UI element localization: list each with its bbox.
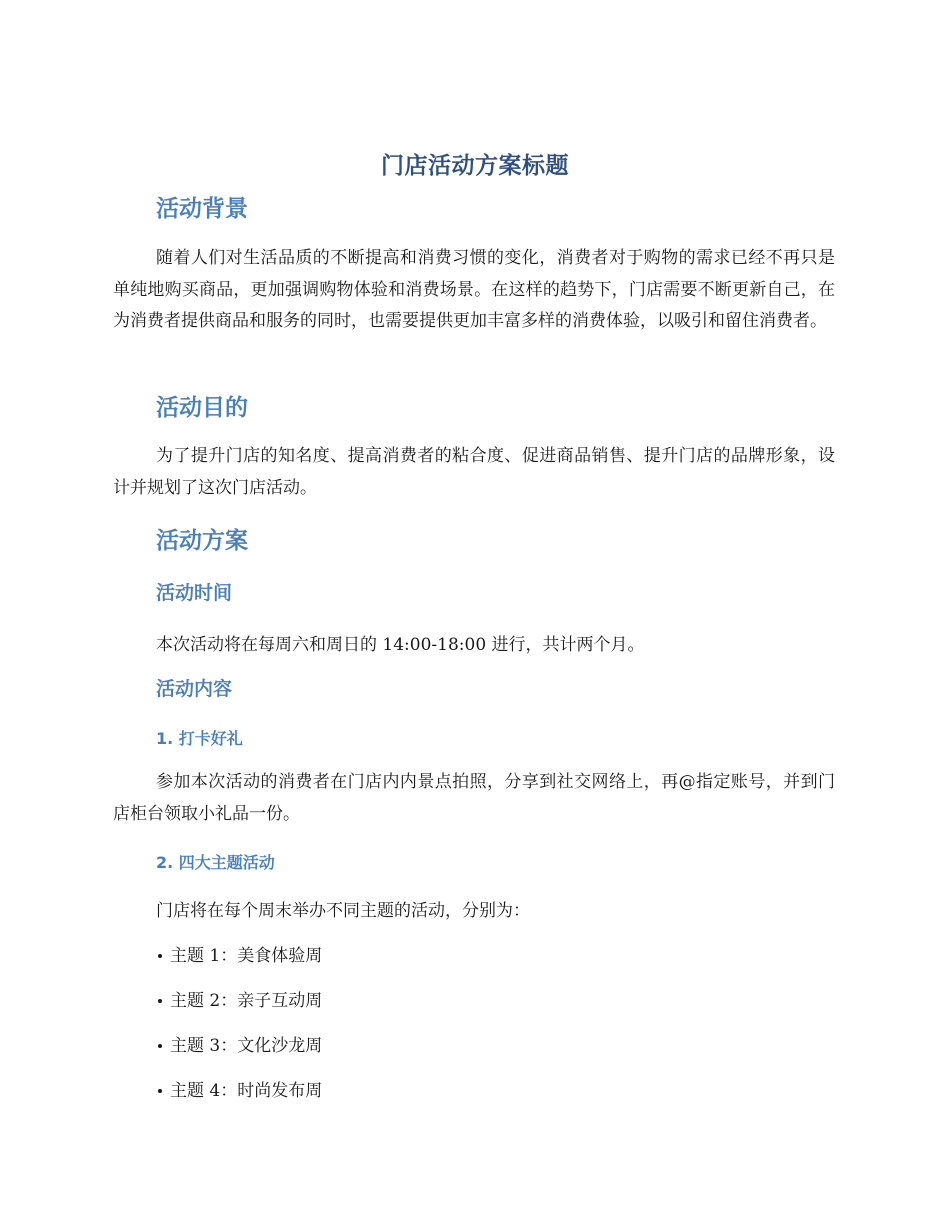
section-heading-background: 活动背景: [156, 196, 248, 222]
bullet-icon: [158, 1089, 162, 1093]
list-item-text: 主题 3：文化沙龙周: [170, 1036, 323, 1056]
section-heading-plan: 活动方案: [156, 528, 248, 554]
list-item-text: 主题 2：亲子互动周: [170, 991, 323, 1011]
paragraph-background: 随着人们对生活品质的不断提高和消费习惯的变化，消费者对于购物的需求已经不再只是单纯地购买商品，更加强调购物体验和消费场景。在这样的趋势下，门店需要不断更新自己，在为消费者提供商品和服务的同时，也需要提供更加丰富多样的消费体验，以吸引和留住消费者。: [113, 248, 835, 331]
bullet-icon: [158, 999, 162, 1003]
paragraph-theme-intro: 门店将在每个周末举办不同主题的活动，分别为：: [156, 901, 530, 921]
item-heading-theme-activities: 2. 四大主题活动: [156, 853, 275, 872]
paragraph-purpose: 为了提升门店的知名度、提高消费者的粘合度、促进商品销售、提升门店的品牌形象，设计并规划了这次门店活动。: [113, 446, 835, 498]
paragraph-time: 本次活动将在每周六和周日的 14:00-18:00 进行，共计两个月。: [156, 635, 645, 655]
bullet-icon: [158, 1044, 162, 1048]
list-item-text: 主题 4：时尚发布周: [170, 1081, 323, 1101]
bullet-icon: [158, 954, 162, 958]
document-title: 门店活动方案标题: [381, 153, 569, 179]
list-item: [156, 986, 322, 1011]
subsection-heading-time: 活动时间: [156, 582, 233, 604]
list-item-text: 主题 1：美食体验周: [170, 946, 323, 966]
list-item: [156, 941, 322, 966]
paragraph-checkin-gift: 参加本次活动的消费者在门店内内景点拍照，分享到社交网络上，再@指定账号，并到门店柜台领取小礼品一份。: [113, 772, 835, 824]
subsection-heading-content: 活动内容: [156, 678, 233, 700]
item-heading-checkin-gift: 1. 打卡好礼: [156, 729, 243, 748]
list-item: [156, 1031, 322, 1056]
list-item: [156, 1076, 322, 1101]
section-heading-purpose: 活动目的: [156, 395, 248, 421]
